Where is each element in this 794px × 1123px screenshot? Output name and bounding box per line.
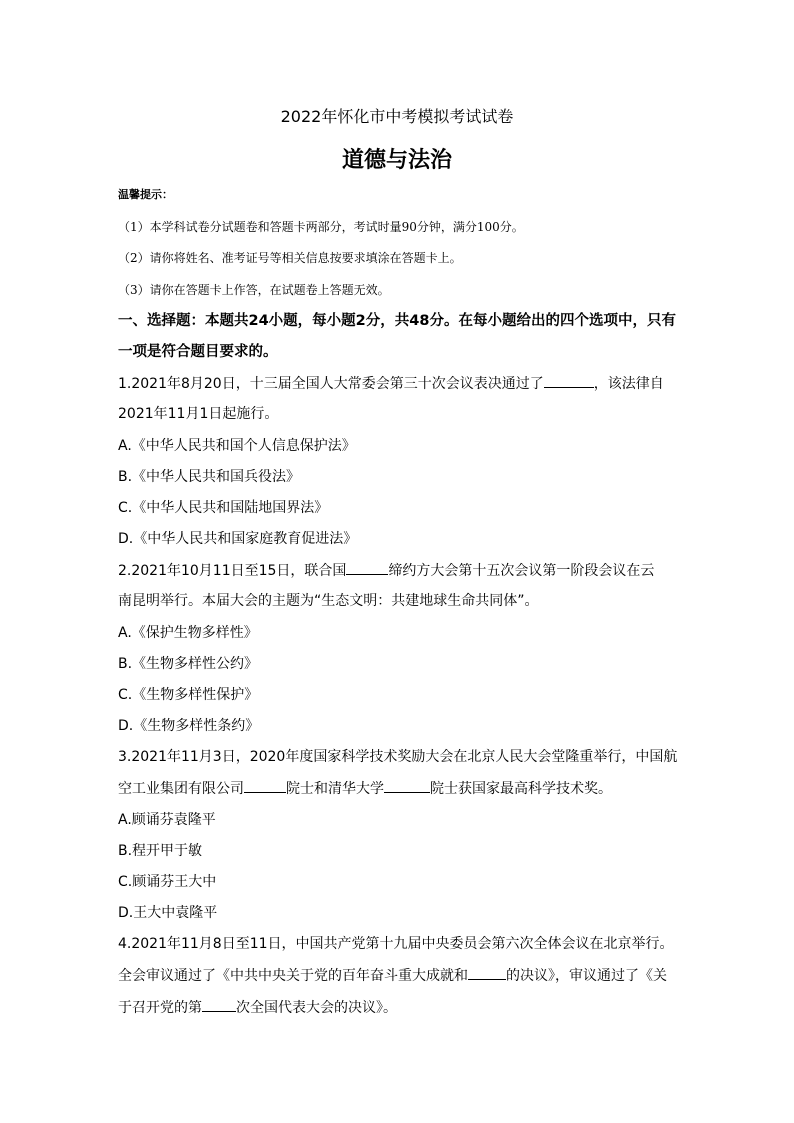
- question-1-option-d: D.《中华人民共和国家庭教育促进法》: [118, 531, 358, 547]
- question-1-stem-part2: ，该法律自: [593, 376, 664, 392]
- question-1-stem-part1: 1.2021年8月20日，十三届全国人大常委会第三十次会议表决通过了: [118, 376, 544, 392]
- question-1-option-b: B.《中华人民共和国兵役法》: [118, 469, 301, 485]
- question-2-option-a: A.《保护生物多样性》: [118, 625, 258, 641]
- question-2-stem-part2: 缔约方大会第十五次会议第一阶段会议在云: [388, 563, 655, 579]
- question-2-option-c: C.《生物多样性保护》: [118, 687, 259, 703]
- question-2-option-b: B.《生物多样性公约》: [118, 656, 259, 672]
- question-3-option-d: D.王大中袁隆平: [118, 905, 218, 921]
- tips-heading: 温馨提示：: [118, 188, 173, 201]
- answer-blank: [244, 779, 286, 793]
- question-4-stem-line1: 4.2021年11月8日至11日，中国共产党第十九届中央委员会第六次全体会议在北京举行。: [118, 936, 674, 952]
- answer-blank: [346, 561, 388, 575]
- exam-title: 2022年怀化市中考模拟考试试卷: [280, 107, 514, 126]
- question-3-option-a: A.顾诵芬袁隆平: [118, 812, 216, 828]
- question-4-stem-part1: 全会审议通过了《中共中央关于党的百年奋斗重大成就和: [118, 968, 468, 984]
- answer-blank: [544, 374, 594, 388]
- answer-blank: [468, 966, 506, 980]
- answer-blank: [384, 779, 430, 793]
- question-3-stem-part1: 空工业集团有限公司: [118, 781, 244, 797]
- question-3-option-b: B.程开甲于敏: [118, 843, 203, 859]
- question-1-stem-line2: 2021年11月1日起施行。: [118, 406, 279, 422]
- tip-item-2: （2）请你将姓名、准考证号等相关信息按要求填涂在答题卡上。: [118, 251, 462, 265]
- question-4-stem-line2: [118, 966, 667, 985]
- question-1-option-a: A.《中华人民共和国个人信息保护法》: [118, 438, 356, 454]
- tip-item-3: （3）请你在答题卡上作答，在试题卷上答题无效。: [118, 283, 390, 297]
- subject-title: 道德与法治: [341, 147, 452, 173]
- question-2-stem-part1: 2.2021年10月11日至15日，联合国: [118, 563, 347, 579]
- question-1-option-c: C.《中华人民共和国陆地国界法》: [118, 500, 329, 516]
- question-1-stem-line1: [118, 374, 664, 393]
- question-2-stem-line2: 南昆明举行。本届大会的主题为“生态文明：共建地球生命共同体”。: [118, 593, 539, 609]
- question-3-option-c: C.顾诵芬王大中: [118, 874, 217, 890]
- question-4-stem-part3: 于召开党的第: [118, 1000, 202, 1016]
- section-heading-line2: 一项是符合题目要求的。: [118, 344, 278, 360]
- answer-blank: [202, 998, 236, 1012]
- question-3-stem-part2: 院士和清华大学: [286, 781, 384, 797]
- section-heading-line1: 一、选择题：本题共24小题，每小题2分，共48分。在每小题给出的四个选项中，只有: [118, 313, 676, 329]
- question-3-stem-line1: 3.2021年11月3日，2020年度国家科学技术奖励大会在北京人民大会堂隆重举行，中国航: [118, 749, 678, 765]
- question-2-stem-line1: [118, 561, 654, 580]
- question-3-stem-part3: 院士获国家最高科学技术奖。: [430, 781, 612, 797]
- question-4-stem-line3: [118, 998, 397, 1017]
- question-3-stem-line2: [118, 779, 612, 798]
- tip-item-1: （1）本学科试卷分试题卷和答题卡两部分，考试时量90分钟，满分100分。: [118, 220, 524, 234]
- question-4-stem-part4: 次全国代表大会的决议》。: [236, 1000, 397, 1016]
- question-4-stem-part2: 的决议》，审议通过了《关: [506, 968, 667, 984]
- question-2-option-d: D.《生物多样性条约》: [118, 718, 260, 734]
